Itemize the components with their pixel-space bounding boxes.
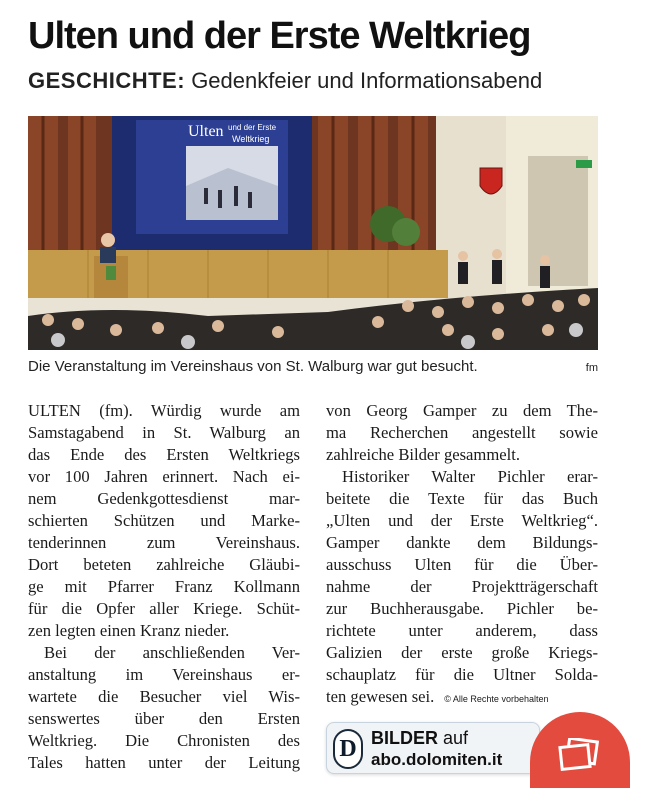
body-line: Galizien der erste große Kriegs- xyxy=(326,643,598,662)
screen-title-line3: Weltkrieg xyxy=(232,134,270,144)
body-line: „Ulten und der Erste Weltkrieg“. xyxy=(326,511,598,530)
body-line: für die Opfer aller Kriege. Schüt- xyxy=(28,599,300,618)
body-line: tenderinnen zum Vereinshaus. xyxy=(28,533,300,552)
body-line: schauplatz für die Ultner Solda- xyxy=(326,665,598,684)
body-line: richtete unter anderem, dass xyxy=(326,621,598,640)
bilder-promo-button[interactable] xyxy=(326,722,540,774)
body-line: ausschuss Ulten für die Über- xyxy=(326,555,598,574)
event-photo xyxy=(28,116,598,350)
body-line: nahme der Projektträgerschaft xyxy=(326,577,598,596)
body-line: schierten Schützen und Marke- xyxy=(28,511,300,530)
body-line: das Ende des Ersten Weltkriegs xyxy=(28,445,300,464)
body-line: Gamper dankte dem Bildungs- xyxy=(326,533,598,552)
body-line: ma Recherchen angestellt sowie xyxy=(326,423,598,442)
article-column-right xyxy=(326,400,598,708)
article-column-left xyxy=(28,400,300,774)
body-line: Historiker Walter Pichler erar- xyxy=(342,467,598,486)
caption-text: Die Veranstaltung im Vereinshaus von St. Walburg war gut besucht. xyxy=(28,358,478,375)
copyright-notice: © Alle Rechte vorbehalten xyxy=(444,694,549,704)
body-line: nem Gedenkgottesdienst mar- xyxy=(28,489,300,508)
subheadline xyxy=(28,66,638,96)
body-line: anstaltung im Vereinshaus er- xyxy=(28,665,300,684)
body-line-final xyxy=(326,686,598,708)
body-line: zur Buchherausgabe. Pichler be- xyxy=(326,599,598,618)
body-line: Dort beteten zahlreiche Gläubi- xyxy=(28,555,300,574)
photo-gallery-icon xyxy=(558,738,600,772)
body-line: zen legten einen Kranz nieder. xyxy=(28,621,230,640)
body-line: zahlreiche Bilder gesammelt. xyxy=(326,445,520,464)
body-line: ge mit Pfarrer Franz Kollmann xyxy=(28,577,300,596)
body-line: beitete die Texte für das Buch xyxy=(326,489,598,508)
body-text: ten gewesen sei. xyxy=(326,687,435,706)
photo-credit: fm xyxy=(585,362,598,374)
body-line: senswertes über den Ersten xyxy=(28,709,300,728)
promo-label-bold: BILDER xyxy=(371,728,438,748)
body-line: vor 100 Jahren erinnert. Nach ei- xyxy=(28,467,300,486)
body-line: Bei der anschließenden Ver- xyxy=(44,643,300,662)
subheadline-text: Gedenkfeier und Informationsabend xyxy=(191,68,543,93)
promo-label xyxy=(371,727,468,749)
body-line: Tales hatten unter der Leitung xyxy=(28,753,300,772)
body-line: von Georg Gamper zu dem The- xyxy=(326,401,598,420)
logo-letter: D xyxy=(339,735,357,762)
dolomiten-logo-icon xyxy=(333,729,363,769)
body-line: Samstagabend in St. Walburg an xyxy=(28,423,300,442)
body-line: ULTEN (fm). Würdig wurde am xyxy=(28,401,300,420)
body-line: Weltkrieg. Die Chronisten des xyxy=(28,731,300,750)
kicker: GESCHICHTE: xyxy=(28,68,186,93)
promo-url[interactable]: abo.dolomiten.it xyxy=(371,750,503,769)
headline: Ulten und der Erste Weltkrieg xyxy=(28,15,531,57)
screen-title-line2: und der Erste xyxy=(228,123,277,132)
screen-title-line1: Ulten xyxy=(188,123,224,140)
photo-caption xyxy=(28,356,598,378)
promo-label-rest: auf xyxy=(438,728,469,748)
photo-gallery-button[interactable] xyxy=(530,712,630,788)
body-line: wartete die Besucher viel Wis- xyxy=(28,687,300,706)
